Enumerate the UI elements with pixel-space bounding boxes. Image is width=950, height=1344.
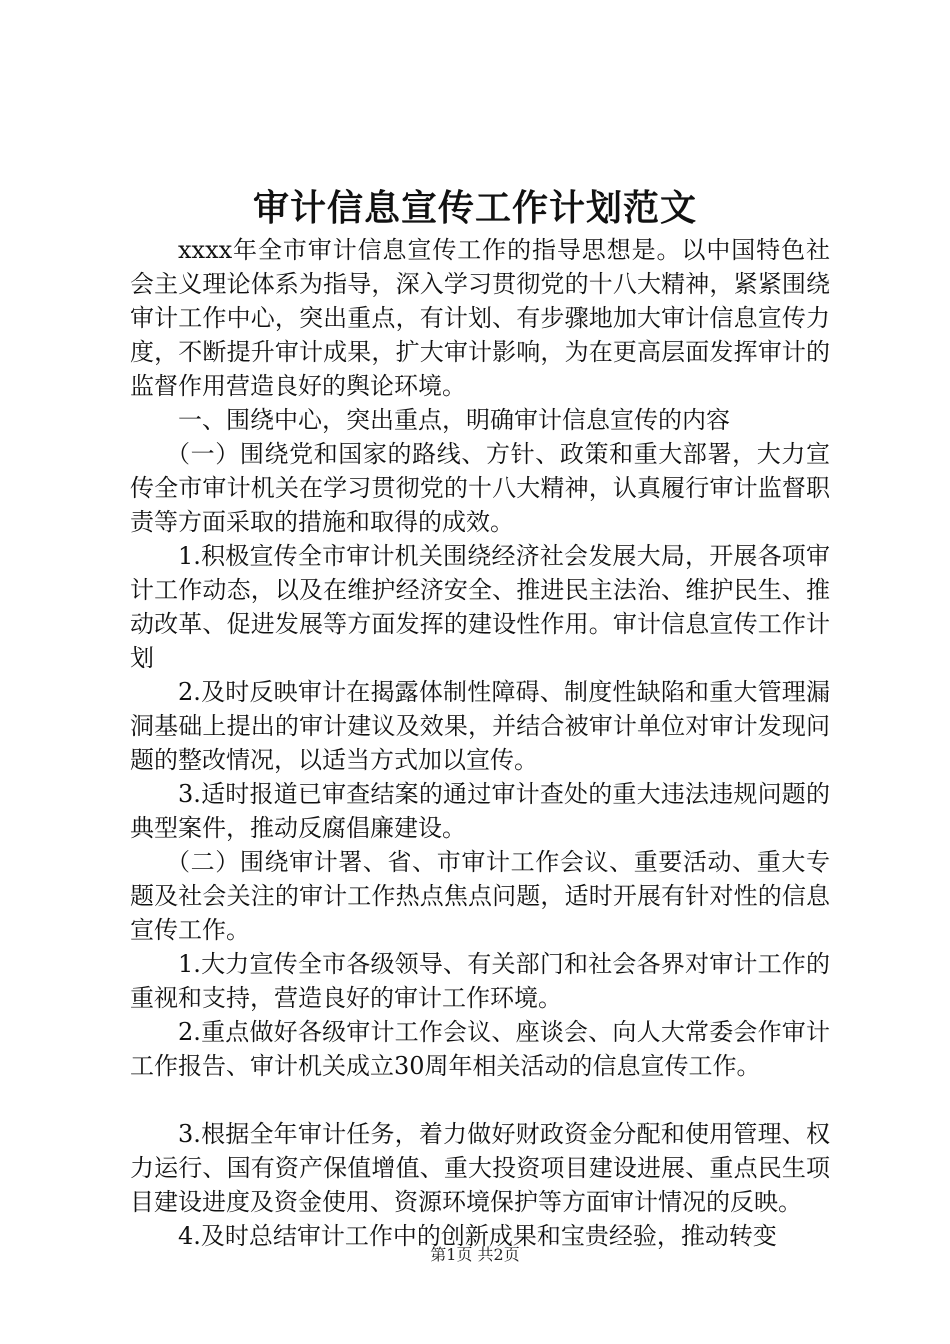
list-item: 2.及时反映审计在揭露体制性障碍、制度性缺陷和重大管理漏洞基础上提出的审计建议及效果，并结合被审计单位对审计发现问题的整改情况，以适当方式加以宣传。: [130, 678, 830, 774]
list-item: 2.重点做好各级审计工作会议、座谈会、向人大常委会作审计工作报告、审计机关成立30周年相关活动的信息宣传工作。: [130, 1018, 830, 1080]
subsection-heading: （二）围绕审计署、省、市审计工作会议、重要活动、重大专题及社会关注的审计工作热点焦点问题，适时开展有针对性的信息宣传工作。: [130, 848, 830, 944]
list-item: 4.及时总结审计工作中的创新成果和宝贵经验，推动转变: [178, 1222, 777, 1250]
list-item: 3.适时报道已审查结案的通过审计查处的重大违法违规问题的典型案件，推动反腐倡廉建设。: [130, 780, 830, 842]
page-title: 审计信息宣传工作计划范文: [252, 187, 697, 229]
list-item: 3.根据全年审计任务，着力做好财政资金分配和使用管理、权力运行、国有资产保值增值、重大投资项目建设进展、重点民生项目建设进度及资金使用、资源环境保护等方面审计情况的反映。: [130, 1120, 830, 1216]
section-heading: 一、围绕中心，突出重点，明确审计信息宣传的内容: [178, 406, 730, 434]
page-footer: 第1页 共2页: [430, 1245, 520, 1264]
list-item: 1.大力宣传全市各级领导、有关部门和社会各界对审计工作的重视和支持，营造良好的审计工作环境。: [130, 950, 830, 1012]
paragraph: xxxx年全市审计信息宣传工作的指导思想是。以中国特色社会主义理论体系为指导，深入学习贯彻党的十八大精神，紧紧围绕审计工作中心，突出重点，有计划、有步骤地加大审计信息宣传力度，不断提升审计成果，扩大审计影响，为在更高层面发挥审计的监督作用营造良好的舆论环境。: [130, 236, 830, 400]
list-item: 1.积极宣传全市审计机关围绕经济社会发展大局，开展各项审计工作动态，以及在维护经济安全、推进民主法治、维护民生、推动改革、促进发展等方面发挥的建设性作用。审计信息宣传工作计划: [130, 542, 830, 672]
subsection-heading: （一）围绕党和国家的路线、方针、政策和重大部署，大力宣传全市审计机关在学习贯彻党的十八大精神，认真履行审计监督职责等方面采取的措施和取得的成效。: [130, 440, 830, 536]
document-body: [130, 233, 830, 1253]
